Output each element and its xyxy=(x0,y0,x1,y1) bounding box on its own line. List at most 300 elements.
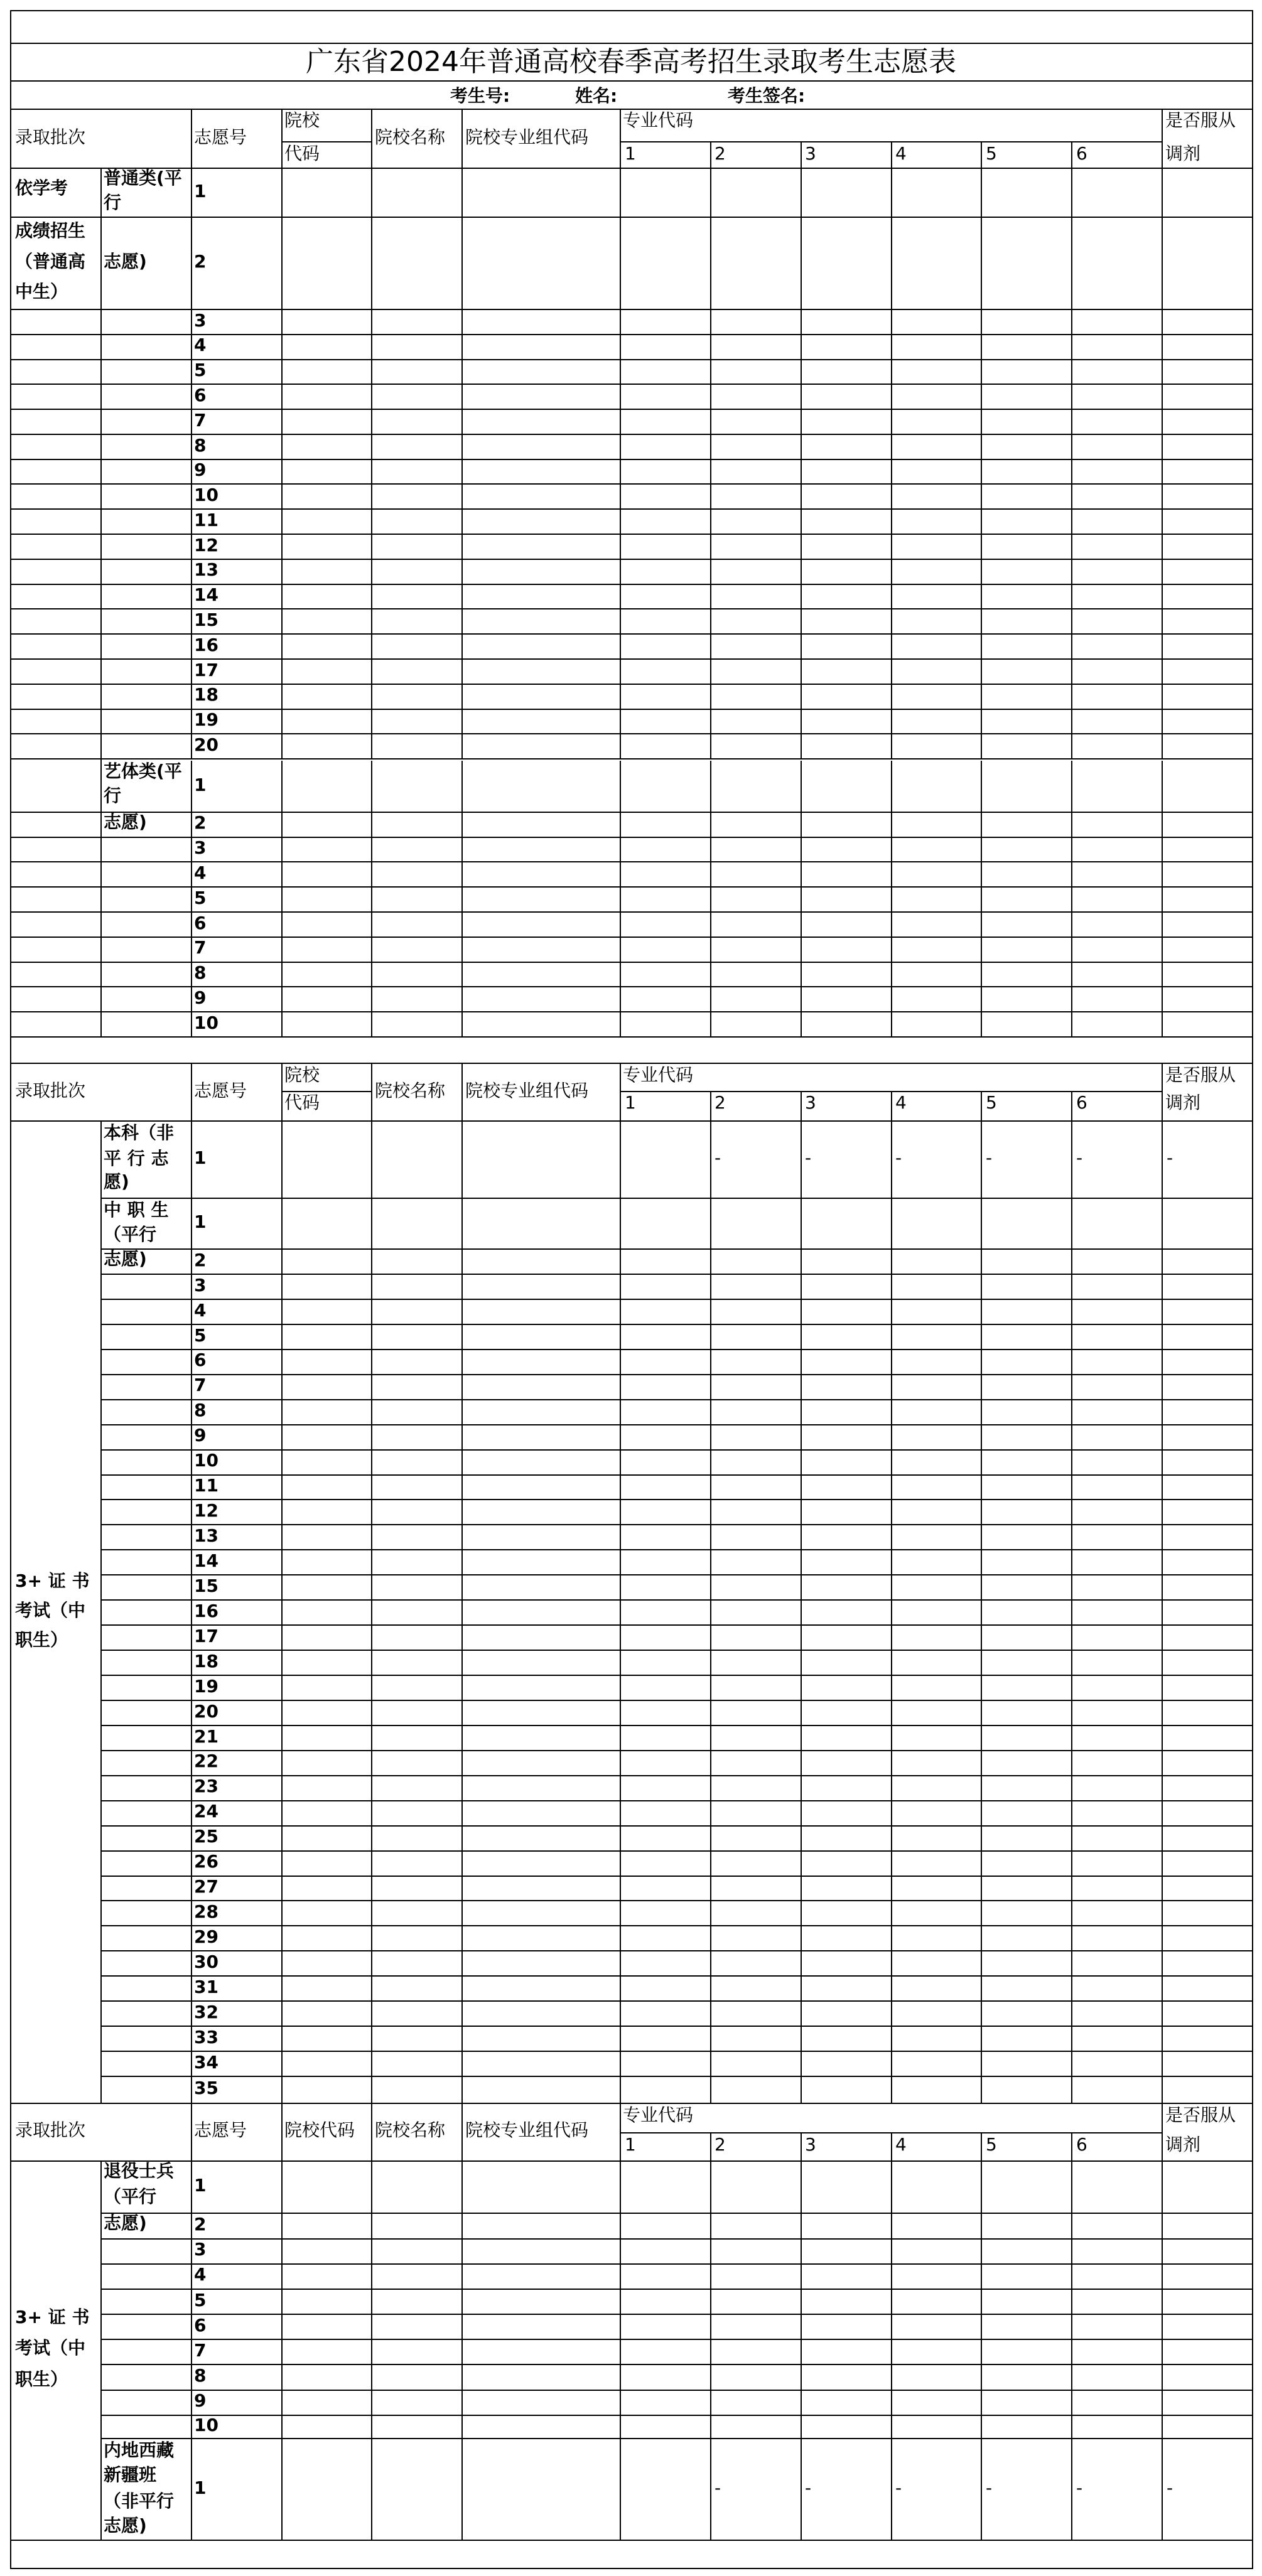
grid-line-v xyxy=(891,2132,892,2162)
grid-line-v xyxy=(891,1274,892,1300)
grid-line-v xyxy=(620,2339,621,2365)
grid-line-v xyxy=(1071,1499,1072,1525)
grid-line-h xyxy=(100,2339,1253,2340)
grid-line-v xyxy=(801,2026,802,2052)
grid-line-v xyxy=(710,2364,711,2391)
grid-line-v xyxy=(191,1449,192,1476)
s3-batch-header: 录取批次 xyxy=(15,2120,86,2140)
grid-line-v xyxy=(1071,459,1072,485)
grid-line-v xyxy=(281,2314,283,2340)
grid-line-h xyxy=(100,986,1253,987)
grid-line-v xyxy=(1162,1975,1163,2002)
s3-veteran-label-1: 退役士兵 xyxy=(104,2160,175,2181)
grid-line-v xyxy=(891,1549,892,1575)
grid-line-v xyxy=(801,217,802,310)
grid-line-v xyxy=(191,2026,192,2052)
grid-line-v xyxy=(191,709,192,734)
grid-line-v xyxy=(891,2390,892,2416)
grid-line-v xyxy=(620,1574,621,1601)
s2-wish-header: 志愿号 xyxy=(194,1080,247,1101)
grid-line-v xyxy=(281,2000,283,2027)
grid-line-v xyxy=(461,1349,463,1375)
grid-line-v xyxy=(1071,1950,1072,1977)
grid-line-v xyxy=(461,2339,463,2365)
grid-line-v xyxy=(981,359,982,385)
grid-line-h xyxy=(100,837,1253,838)
grid-line-v xyxy=(281,962,283,987)
grid-line-v xyxy=(281,1800,283,1827)
grid-line-v xyxy=(191,384,192,410)
s3-veteran-wish-8: 8 xyxy=(194,2365,207,2386)
grid-line-v xyxy=(281,168,283,218)
grid-line-v xyxy=(461,861,463,888)
grid-line-v xyxy=(891,1750,892,1776)
grid-line-v xyxy=(1071,309,1072,335)
grid-line-v xyxy=(461,1524,463,1550)
grid-line-v xyxy=(801,1876,802,1901)
s2-vocational-wish-7: 7 xyxy=(194,1375,207,1395)
grid-line-v xyxy=(191,1825,192,1852)
grid-line-v xyxy=(620,911,621,938)
grid-line-v xyxy=(1162,217,1163,310)
s1-art-wish-9: 9 xyxy=(194,987,207,1008)
grid-line-v xyxy=(1071,409,1072,435)
s3-veteran-label-2: （平行 xyxy=(104,2186,157,2207)
grid-line-v xyxy=(1071,1800,1072,1827)
grid-line-v xyxy=(461,2289,463,2315)
grid-line-v xyxy=(371,334,372,360)
grid-line-v xyxy=(281,1549,283,1575)
grid-line-v xyxy=(461,559,463,585)
grid-line-v xyxy=(710,1750,711,1776)
grid-line-v xyxy=(281,2103,283,2162)
grid-line-v xyxy=(891,2213,892,2240)
grid-line-v xyxy=(371,1624,372,1651)
grid-line-h xyxy=(10,10,1253,11)
grid-line-v xyxy=(191,761,192,813)
grid-line-v xyxy=(1162,2213,1163,2240)
grid-line-v xyxy=(710,709,711,734)
grid-line-v xyxy=(461,812,463,838)
grid-line-v xyxy=(371,359,372,385)
s1-art-wish-7: 7 xyxy=(194,937,207,958)
grid-line-v xyxy=(1071,1091,1072,1122)
grid-line-h xyxy=(100,2213,1253,2214)
s3-xinjiang-label-1: 内地西藏 xyxy=(104,2440,175,2461)
grid-line-v xyxy=(710,168,711,218)
grid-line-v xyxy=(1071,911,1072,938)
grid-line-v xyxy=(981,334,982,360)
grid-line-v xyxy=(981,2415,982,2439)
grid-line-v xyxy=(1071,2213,1072,2240)
grid-line-v xyxy=(281,633,283,660)
grid-line-v xyxy=(281,812,283,838)
grid-line-v xyxy=(801,141,802,169)
grid-line-v xyxy=(620,1524,621,1550)
s2-vocational-wish-33: 33 xyxy=(194,2027,218,2047)
grid-line-v xyxy=(371,1599,372,1626)
s1-regular-wish-1: 1 xyxy=(194,181,207,201)
grid-line-v xyxy=(1071,761,1072,813)
grid-line-v xyxy=(1162,633,1163,660)
s2-vocational-label-2: （平行 xyxy=(104,1224,157,1245)
grid-line-v xyxy=(710,2026,711,2052)
s3-xinjiang-tibet-dash-5: - xyxy=(986,2477,993,2498)
grid-line-v xyxy=(981,309,982,335)
grid-line-v xyxy=(891,168,892,218)
grid-line-v xyxy=(981,2314,982,2340)
s3-batch-line-1: 3+ 证 书 xyxy=(15,2307,90,2327)
s1-art-wish-4: 4 xyxy=(194,862,207,883)
grid-line-v xyxy=(1071,1900,1072,1926)
grid-line-v xyxy=(891,1374,892,1400)
grid-line-v xyxy=(891,1900,892,1926)
s1-art-wish-2: 2 xyxy=(194,812,207,833)
grid-line-h xyxy=(100,1524,1253,1525)
grid-line-v xyxy=(1071,1700,1072,1726)
grid-line-v xyxy=(461,359,463,385)
grid-line-v xyxy=(1071,962,1072,987)
grid-line-v xyxy=(710,2438,711,2541)
s2-major-col-1: 1 xyxy=(625,1092,636,1113)
s2-major-col-5: 5 xyxy=(986,1092,997,1113)
grid-line-v xyxy=(620,309,621,335)
grid-line-v xyxy=(981,483,982,510)
grid-line-h xyxy=(100,2000,1253,2002)
grid-line-v xyxy=(461,1975,463,2002)
grid-line-v xyxy=(620,1700,621,1726)
grid-line-v xyxy=(281,1825,283,1852)
grid-line-v xyxy=(1162,761,1163,813)
grid-line-v xyxy=(801,1675,802,1701)
s2-major-col-4: 4 xyxy=(895,1092,907,1113)
s2-vocational-wish-12: 12 xyxy=(194,1500,218,1521)
grid-line-v xyxy=(461,733,463,759)
grid-line-v xyxy=(801,1850,802,1877)
grid-line-v xyxy=(1071,2000,1072,2027)
grid-line-h xyxy=(100,1248,1253,1250)
grid-line-v xyxy=(461,2390,463,2416)
grid-line-h xyxy=(10,217,1253,218)
grid-line-v xyxy=(461,1120,463,1199)
s1-major-code-header: 专业代码 xyxy=(623,110,694,131)
grid-line-h xyxy=(10,2103,1253,2104)
grid-line-v xyxy=(981,1775,982,1801)
grid-line-v xyxy=(710,1549,711,1575)
grid-line-v xyxy=(371,584,372,609)
grid-line-v xyxy=(891,1474,892,1500)
grid-line-v xyxy=(891,1574,892,1601)
s2-vocational-wish-21: 21 xyxy=(194,1726,218,1747)
grid-line-v xyxy=(710,1624,711,1651)
exam-number-label: 考生号: xyxy=(450,85,510,106)
grid-line-v xyxy=(891,1499,892,1525)
grid-line-h xyxy=(10,962,102,963)
grid-line-v xyxy=(1071,2132,1072,2162)
grid-line-v xyxy=(710,434,711,460)
grid-line-v xyxy=(1162,109,1163,169)
grid-line-v xyxy=(371,761,372,813)
grid-line-h xyxy=(100,1675,1253,1676)
grid-line-v xyxy=(191,508,192,535)
grid-line-v xyxy=(281,384,283,410)
grid-line-h xyxy=(100,1198,1253,1199)
grid-line-v xyxy=(281,2051,283,2077)
grid-line-v xyxy=(1071,1725,1072,1751)
grid-line-v xyxy=(891,1324,892,1350)
grid-line-v xyxy=(801,733,802,759)
grid-line-v xyxy=(891,1850,892,1877)
grid-line-v xyxy=(191,1063,192,1122)
grid-line-v xyxy=(371,886,372,913)
s2-vocational-wish-16: 16 xyxy=(194,1601,218,1621)
s3-xinjiang-label-4: 志愿) xyxy=(104,2515,147,2536)
grid-line-v xyxy=(710,1950,711,1977)
grid-line-v xyxy=(891,861,892,888)
grid-line-v xyxy=(461,633,463,660)
grid-line-v xyxy=(461,534,463,560)
grid-line-v xyxy=(371,2364,372,2391)
grid-line-v xyxy=(281,936,283,963)
grid-line-v xyxy=(281,534,283,560)
grid-line-v xyxy=(710,1975,711,2002)
s2-vocational-wish-13: 13 xyxy=(194,1525,218,1546)
grid-line-v xyxy=(1162,837,1163,862)
grid-line-h xyxy=(100,861,1253,862)
grid-line-h xyxy=(100,1800,1253,1801)
s3-veteran-wish-6: 6 xyxy=(194,2315,207,2336)
grid-line-v xyxy=(371,217,372,310)
grid-line-v xyxy=(371,109,372,169)
grid-line-v xyxy=(710,2076,711,2104)
grid-line-v xyxy=(1162,534,1163,560)
s2-bachelor-label-3: 愿) xyxy=(104,1171,129,1192)
grid-line-v xyxy=(1071,1524,1072,1550)
grid-line-v xyxy=(891,684,892,710)
grid-line-v xyxy=(891,584,892,609)
grid-line-v xyxy=(371,2026,372,2052)
s2-vocational-wish-30: 30 xyxy=(194,1951,218,1972)
grid-line-v xyxy=(1071,861,1072,888)
grid-line-h xyxy=(100,1574,1253,1575)
grid-line-v xyxy=(461,1825,463,1852)
grid-line-v xyxy=(191,1624,192,1651)
grid-line-v xyxy=(891,2289,892,2315)
grid-line-v xyxy=(801,986,802,1012)
grid-line-v xyxy=(1162,608,1163,635)
grid-line-v xyxy=(981,1650,982,1676)
grid-line-v xyxy=(891,1950,892,1977)
grid-line-v xyxy=(981,1120,982,1199)
grid-line-v xyxy=(191,1800,192,1827)
grid-line-v xyxy=(371,2103,372,2162)
grid-line-v xyxy=(1162,2026,1163,2052)
s2-bachelor-dash-6: - xyxy=(1076,1147,1083,1168)
grid-line-h xyxy=(100,2438,1253,2439)
grid-line-v xyxy=(191,684,192,710)
grid-line-v xyxy=(371,1120,372,1199)
grid-line-v xyxy=(1071,608,1072,635)
grid-line-v xyxy=(371,534,372,560)
grid-line-v xyxy=(801,559,802,585)
grid-line-v xyxy=(710,141,711,169)
grid-line-v xyxy=(461,1725,463,1751)
grid-line-v xyxy=(620,2051,621,2077)
grid-line-v xyxy=(981,684,982,710)
grid-line-v xyxy=(1071,936,1072,963)
grid-line-v xyxy=(710,1474,711,1500)
grid-line-v xyxy=(1162,1950,1163,1977)
grid-line-v xyxy=(371,608,372,635)
s2-vocational-wish-2: 2 xyxy=(194,1250,207,1270)
grid-line-v xyxy=(191,2364,192,2391)
grid-line-v xyxy=(710,2289,711,2315)
grid-line-v xyxy=(981,2438,982,2541)
grid-line-v xyxy=(461,1549,463,1575)
grid-line-v xyxy=(371,1011,372,1038)
s3-xinjiang-label-3: （非平行 xyxy=(104,2491,175,2511)
grid-line-v xyxy=(371,1274,372,1300)
grid-line-v xyxy=(981,1091,982,1122)
grid-line-v xyxy=(801,962,802,987)
grid-line-v xyxy=(1162,1449,1163,1476)
s1-regular-wish-4: 4 xyxy=(194,335,207,355)
grid-line-v xyxy=(710,508,711,535)
grid-line-v xyxy=(461,309,463,335)
s1-major-col-4: 4 xyxy=(895,143,907,164)
grid-line-v xyxy=(1162,2339,1163,2365)
grid-line-v xyxy=(620,1825,621,1852)
grid-line-v xyxy=(1071,2314,1072,2340)
grid-line-v xyxy=(1071,1324,1072,1350)
grid-line-v xyxy=(191,559,192,585)
grid-line-v xyxy=(801,1950,802,1977)
grid-line-v xyxy=(191,1324,192,1350)
grid-line-v xyxy=(801,1011,802,1038)
grid-line-v xyxy=(981,1198,982,1250)
grid-line-v xyxy=(371,986,372,1012)
grid-line-v xyxy=(371,309,372,335)
s1-adjust-header-2: 调剂 xyxy=(1165,143,1201,164)
s3-adjust-header-2: 调剂 xyxy=(1165,2134,1201,2155)
grid-line-v xyxy=(281,709,283,734)
grid-line-v xyxy=(1162,886,1163,913)
grid-line-v xyxy=(281,434,283,460)
grid-line-v xyxy=(620,1324,621,1350)
s2-vocational-wish-32: 32 xyxy=(194,2002,218,2022)
grid-line-v xyxy=(620,1725,621,1751)
s2-vocational-wish-5: 5 xyxy=(194,1325,207,1346)
grid-line-v xyxy=(371,2263,372,2290)
grid-line-v xyxy=(981,1449,982,1476)
grid-line-v xyxy=(891,2263,892,2290)
s1-batch-cont-3: 中生） xyxy=(15,281,68,302)
grid-line-v xyxy=(710,459,711,485)
grid-line-v xyxy=(1162,658,1163,685)
s2-vocational-wish-18: 18 xyxy=(194,1651,218,1672)
grid-line-v xyxy=(710,2415,711,2439)
grid-line-v xyxy=(281,1449,283,1476)
grid-line-v xyxy=(281,1850,283,1877)
grid-line-h xyxy=(10,434,102,435)
grid-line-v xyxy=(620,1800,621,1827)
grid-line-v xyxy=(801,1574,802,1601)
grid-line-v xyxy=(801,861,802,888)
grid-line-v xyxy=(371,1650,372,1676)
grid-line-v xyxy=(191,1650,192,1676)
grid-line-v xyxy=(710,584,711,609)
grid-line-v xyxy=(1162,459,1163,485)
grid-line-v xyxy=(100,1120,102,2104)
grid-line-v xyxy=(191,1850,192,1877)
grid-line-v xyxy=(801,2076,802,2104)
grid-line-v xyxy=(801,886,802,913)
grid-line-v xyxy=(281,1424,283,1451)
grid-line-v xyxy=(1162,434,1163,460)
grid-line-v xyxy=(801,2364,802,2391)
grid-line-v xyxy=(1162,1650,1163,1676)
grid-line-v xyxy=(1071,434,1072,460)
s3-veteran-wish-5: 5 xyxy=(194,2290,207,2310)
grid-line-v xyxy=(891,709,892,734)
grid-line-v xyxy=(981,837,982,862)
grid-line-h xyxy=(10,986,102,987)
grid-line-v xyxy=(281,2076,283,2104)
s2-vocational-wish-4: 4 xyxy=(194,1300,207,1321)
grid-line-h xyxy=(100,2051,1253,2052)
grid-line-v xyxy=(981,1675,982,1701)
grid-line-v xyxy=(710,1120,711,1199)
grid-line-v xyxy=(891,1248,892,1275)
grid-line-v xyxy=(620,1624,621,1651)
grid-line-v xyxy=(891,2051,892,2077)
grid-line-v xyxy=(191,2314,192,2340)
grid-line-v xyxy=(461,1324,463,1350)
grid-line-v xyxy=(981,861,982,888)
grid-line-v xyxy=(371,812,372,838)
grid-line-v xyxy=(620,1950,621,1977)
s3-xinjiang-tibet-dash-7: - xyxy=(1167,2477,1173,2498)
grid-line-v xyxy=(620,1474,621,1500)
grid-line-v xyxy=(620,109,621,169)
grid-line-v xyxy=(981,2051,982,2077)
grid-line-v xyxy=(1071,1424,1072,1451)
grid-line-v xyxy=(620,1925,621,1951)
grid-line-v xyxy=(981,1700,982,1726)
s2-school-code-header: 院校 xyxy=(284,1065,320,1085)
grid-line-v xyxy=(981,2364,982,2391)
grid-line-h xyxy=(10,1063,1253,1064)
grid-line-v xyxy=(281,1198,283,1250)
grid-line-v xyxy=(891,1725,892,1751)
grid-line-v xyxy=(620,2213,621,2240)
grid-line-v xyxy=(371,384,372,410)
s1-regular-wish-13: 13 xyxy=(194,559,218,580)
grid-line-v xyxy=(891,508,892,535)
grid-line-v xyxy=(1162,2076,1163,2104)
s1-major-col-6: 6 xyxy=(1076,143,1087,164)
grid-line-v xyxy=(461,2160,463,2214)
s1-group-code-header: 院校专业组代码 xyxy=(465,127,589,148)
grid-line-v xyxy=(801,534,802,560)
grid-line-v xyxy=(461,936,463,963)
s3-veteran-wish-1: 1 xyxy=(194,2175,207,2196)
grid-line-v xyxy=(461,1198,463,1250)
grid-line-v xyxy=(620,1274,621,1300)
grid-line-v xyxy=(461,1925,463,1951)
grid-line-h xyxy=(100,1499,1253,1500)
grid-line-v xyxy=(981,658,982,685)
